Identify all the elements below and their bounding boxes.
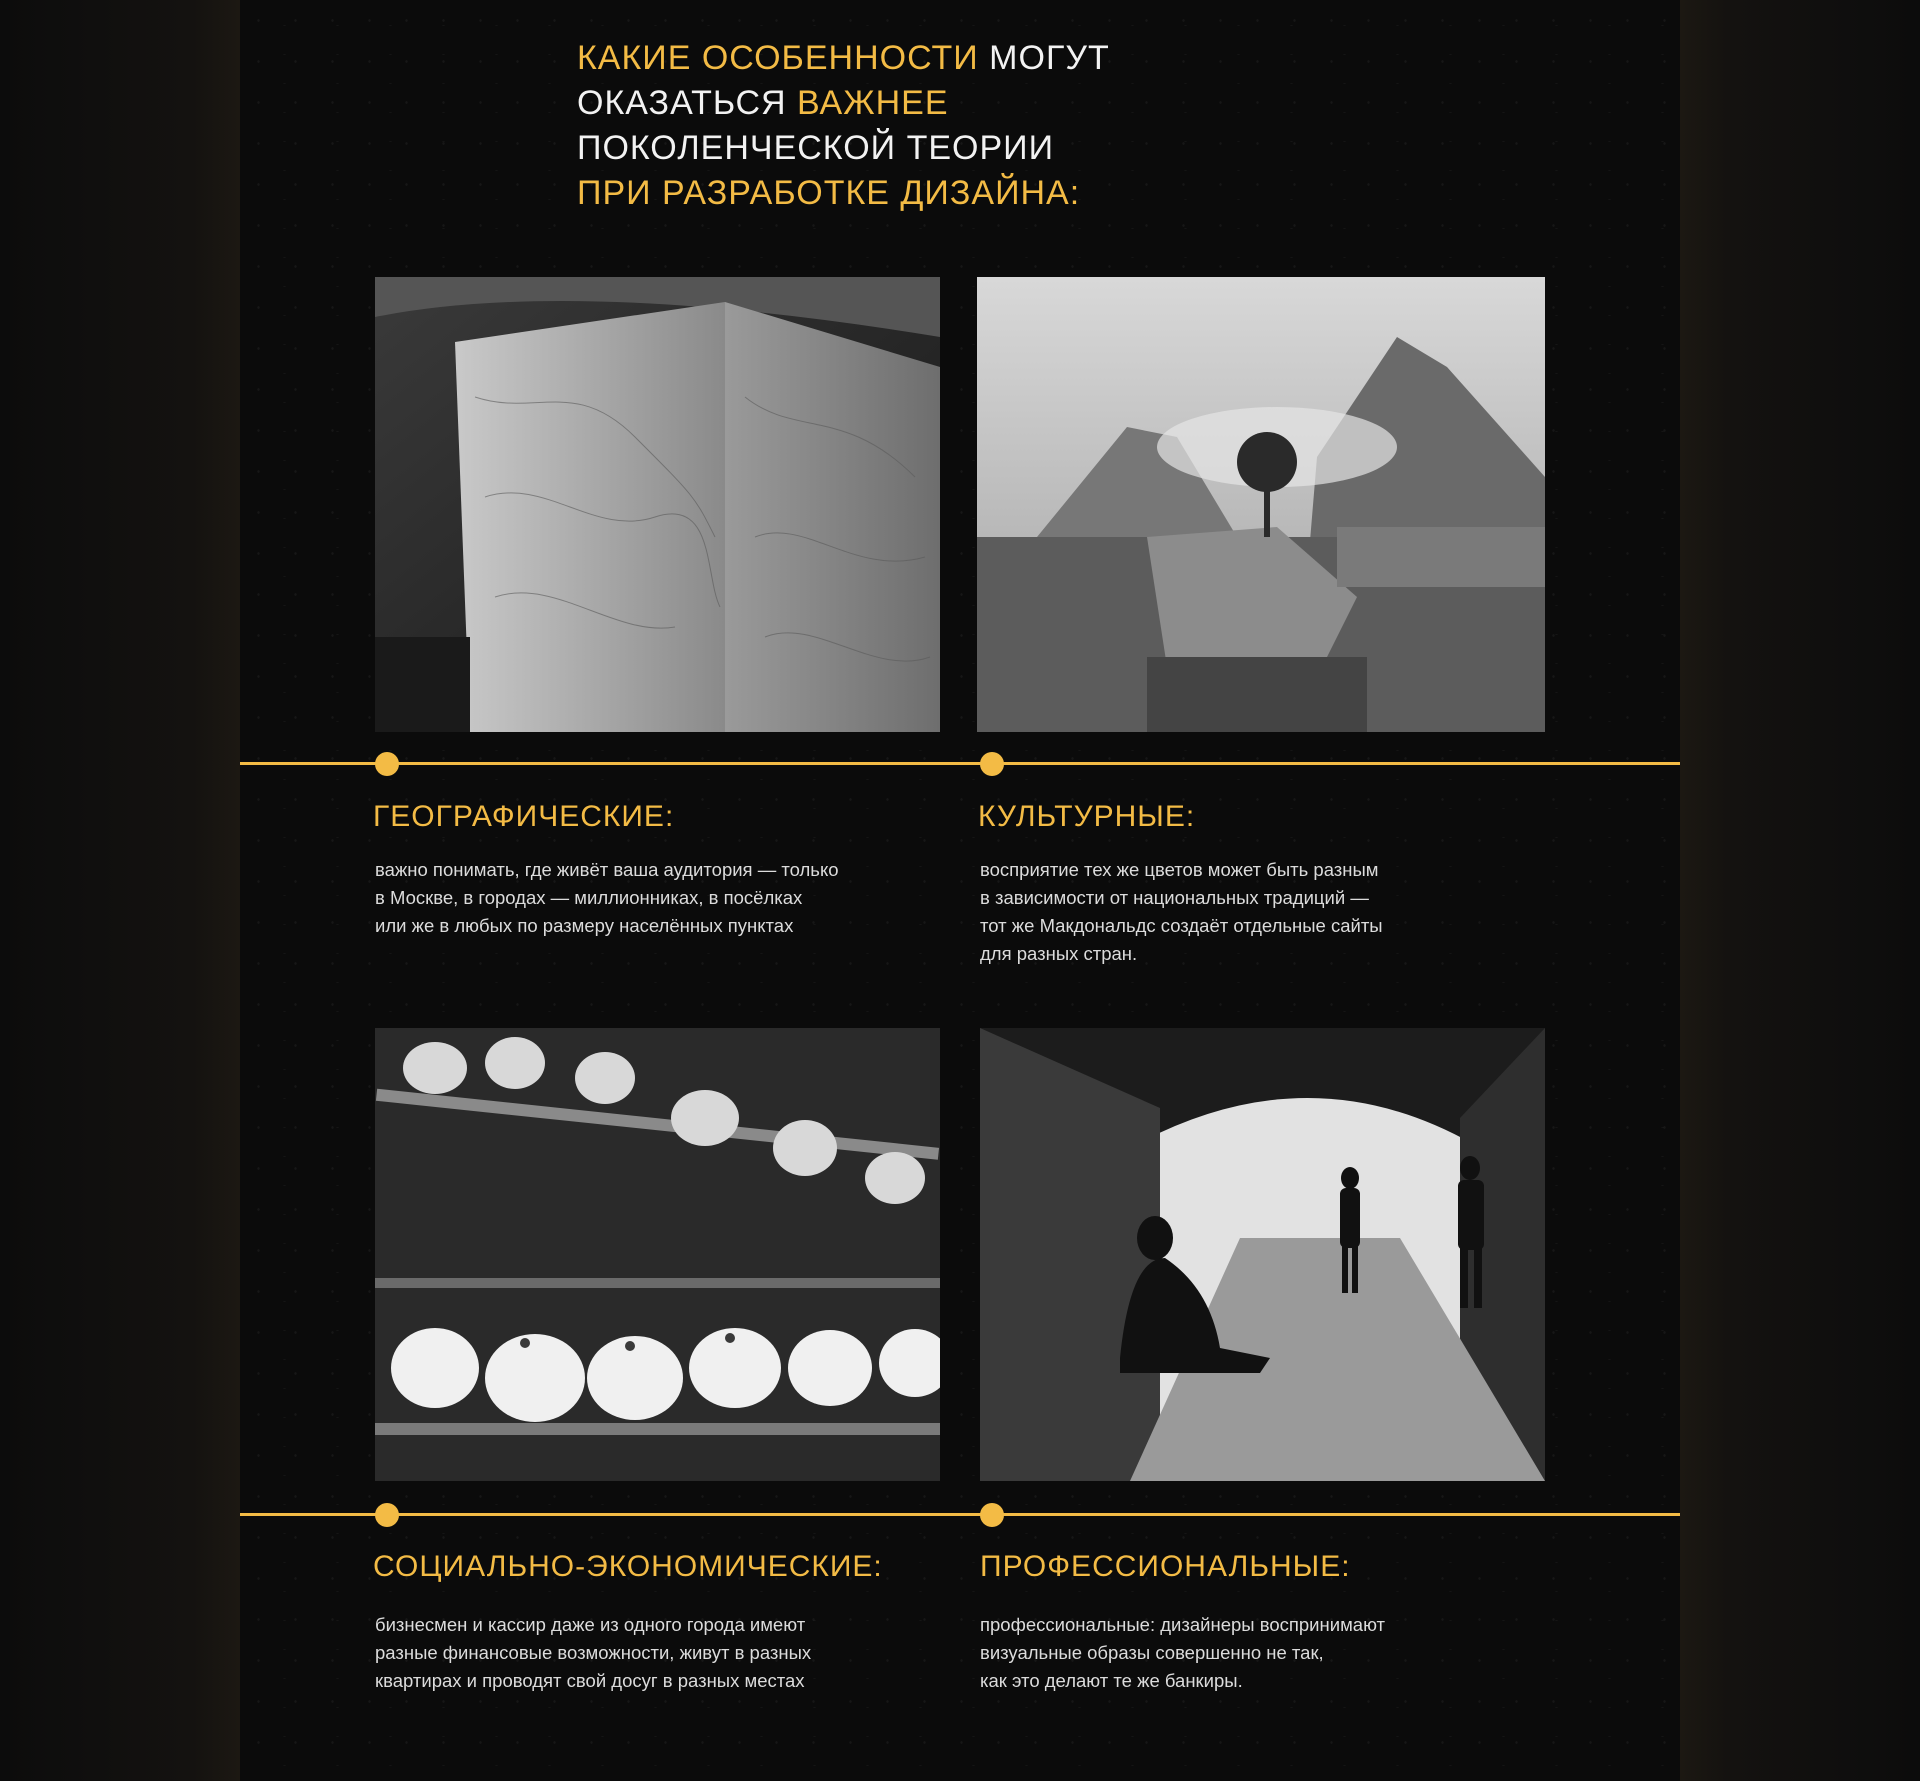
professional-text: профессиональные: дизайнеры воспринимают визуальные образы совершенно не так, как это делают те же банкиры. <box>980 1614 1386 1691</box>
mountain-ruins-photo <box>977 277 1545 732</box>
socioeconomic-text: бизнесмен и кассир даже из одного города имеют разные финансовые возможности, живут в разных квартирах и проводят свой досуг в разных местах <box>375 1614 812 1691</box>
tunnel-people-photo <box>980 1028 1545 1481</box>
ducks-image <box>375 1028 940 1481</box>
ruins-image <box>977 277 1545 732</box>
socioeconomic-title: СОЦИАЛЬНО-ЭКОНОМИЧЕСКИЕ: <box>373 1550 883 1583</box>
heading-accent-1: КАКИЕ ОСОБЕННОСТИ <box>577 39 979 77</box>
geographic-title: ГЕОГРАФИЧЕСКИЕ: <box>373 800 675 833</box>
page-heading <box>577 36 1110 216</box>
heading-text-1: МОГУТ <box>978 39 1110 77</box>
timeline-line-2 <box>240 1513 1680 1516</box>
timeline-dot-culture <box>980 752 1004 776</box>
left-margin <box>0 0 240 1781</box>
map-image <box>375 277 940 732</box>
heading-accent-3: ПРИ РАЗРАБОТКЕ ДИЗАЙНА: <box>577 174 1081 212</box>
timeline-dot-professional <box>980 1503 1004 1527</box>
rubber-ducks-shelves-photo <box>375 1028 940 1481</box>
cultural-title: КУЛЬТУРНЫЕ: <box>978 800 1196 833</box>
cultural-text: восприятие тех же цветов может быть разным в зависимости от национальных традиций — тот же Макдональдс создаёт отдельные сайты для разных стран. <box>980 859 1383 964</box>
timeline-line-1 <box>240 762 1680 765</box>
heading-text-3: ПОКОЛЕНЧЕСКОЙ ТЕОРИИ <box>577 129 1055 167</box>
geographic-text: важно понимать, где живёт ваша аудитория — только в Москве, в городах — миллионниках, в посёлках или же в любых по размеру населённых пунктах <box>375 859 839 936</box>
folded-road-map-photo <box>375 277 940 732</box>
right-margin <box>1680 0 1920 1781</box>
tunnel-image <box>980 1028 1545 1481</box>
heading-text-2: ОКАЗАТЬСЯ <box>577 84 797 122</box>
heading-accent-2: ВАЖНЕЕ <box>797 84 949 122</box>
timeline-dot-geo <box>375 752 399 776</box>
professional-title: ПРОФЕССИОНАЛЬНЫЕ: <box>980 1550 1351 1583</box>
timeline-dot-social <box>375 1503 399 1527</box>
